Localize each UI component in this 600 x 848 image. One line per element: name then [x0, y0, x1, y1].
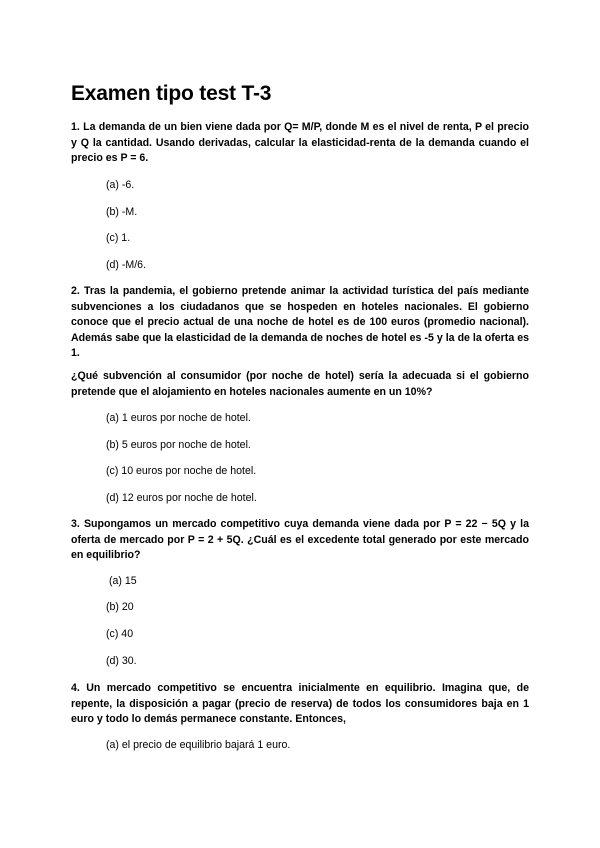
question-2-option-b: (b) 5 euros por noche de hotel. — [106, 439, 251, 451]
question-3-option-b: (b) 20 — [106, 601, 134, 613]
question-4-text: 4. Un mercado competitivo se encuentra inicialmente en equilibrio. Imagina que, de repente, la disposición a pagar (precio de reserva) de todos los consumidores baja en 1 euro y todo lo demás permanece constante. Entonces, — [71, 682, 529, 725]
question-1-option-a: (a) -6. — [106, 179, 135, 191]
question-1-option-b: (b) -M. — [106, 206, 138, 218]
question-2-option-d: (d) 12 euros por noche de hotel. — [106, 492, 257, 504]
question-3-option-a: (a) 15 — [109, 575, 137, 587]
question-1-option-c: (c) 1. — [106, 232, 131, 244]
question-2-prompt: ¿Qué subvención al consumidor (por noche de hotel) sería la adecuada si el gobierno pretende que el alojamiento en hoteles nacionales aumente en un 10%? — [71, 370, 529, 398]
question-2-option-a: (a) 1 euros por noche de hotel. — [106, 412, 251, 424]
page-title: Examen tipo test T-3 — [71, 82, 272, 105]
question-2-option-c: (c) 10 euros por noche de hotel. — [106, 465, 257, 477]
question-4-option-a: (a) el precio de equilibrio bajará 1 euro. — [106, 739, 291, 751]
question-3-option-d: (d) 30. — [106, 655, 137, 667]
question-1-option-d: (d) -M/6. — [106, 259, 147, 271]
question-2-text: 2. Tras la pandemia, el gobierno pretende animar la actividad turística del país mediante subvenciones a los ciudadanos que se hospeden en hoteles nacionales. El gobierno conoce que el precio actual de una noche de hotel es de 100 euros (promedio nacional). Además sabe que la elasticidad de la demanda de noches de hotel es -5 y la de la oferta es 1. — [71, 285, 529, 359]
question-3-option-c: (c) 40 — [106, 628, 134, 640]
question-3-text: 3. Supongamos un mercado competitivo cuya demanda viene dada por P = 22 − 5Q y la oferta de mercado por P = 2 + 5Q. ¿Cuál es el excedente total generado por este mercado en equilibrio? — [71, 518, 529, 561]
question-1-text: 1. La demanda de un bien viene dada por Q= M/P, donde M es el nivel de renta, P el precio y Q la cantidad. Usando derivadas, calcular la elasticidad-renta de la demanda cuando el precio es P = 6. — [71, 121, 529, 164]
